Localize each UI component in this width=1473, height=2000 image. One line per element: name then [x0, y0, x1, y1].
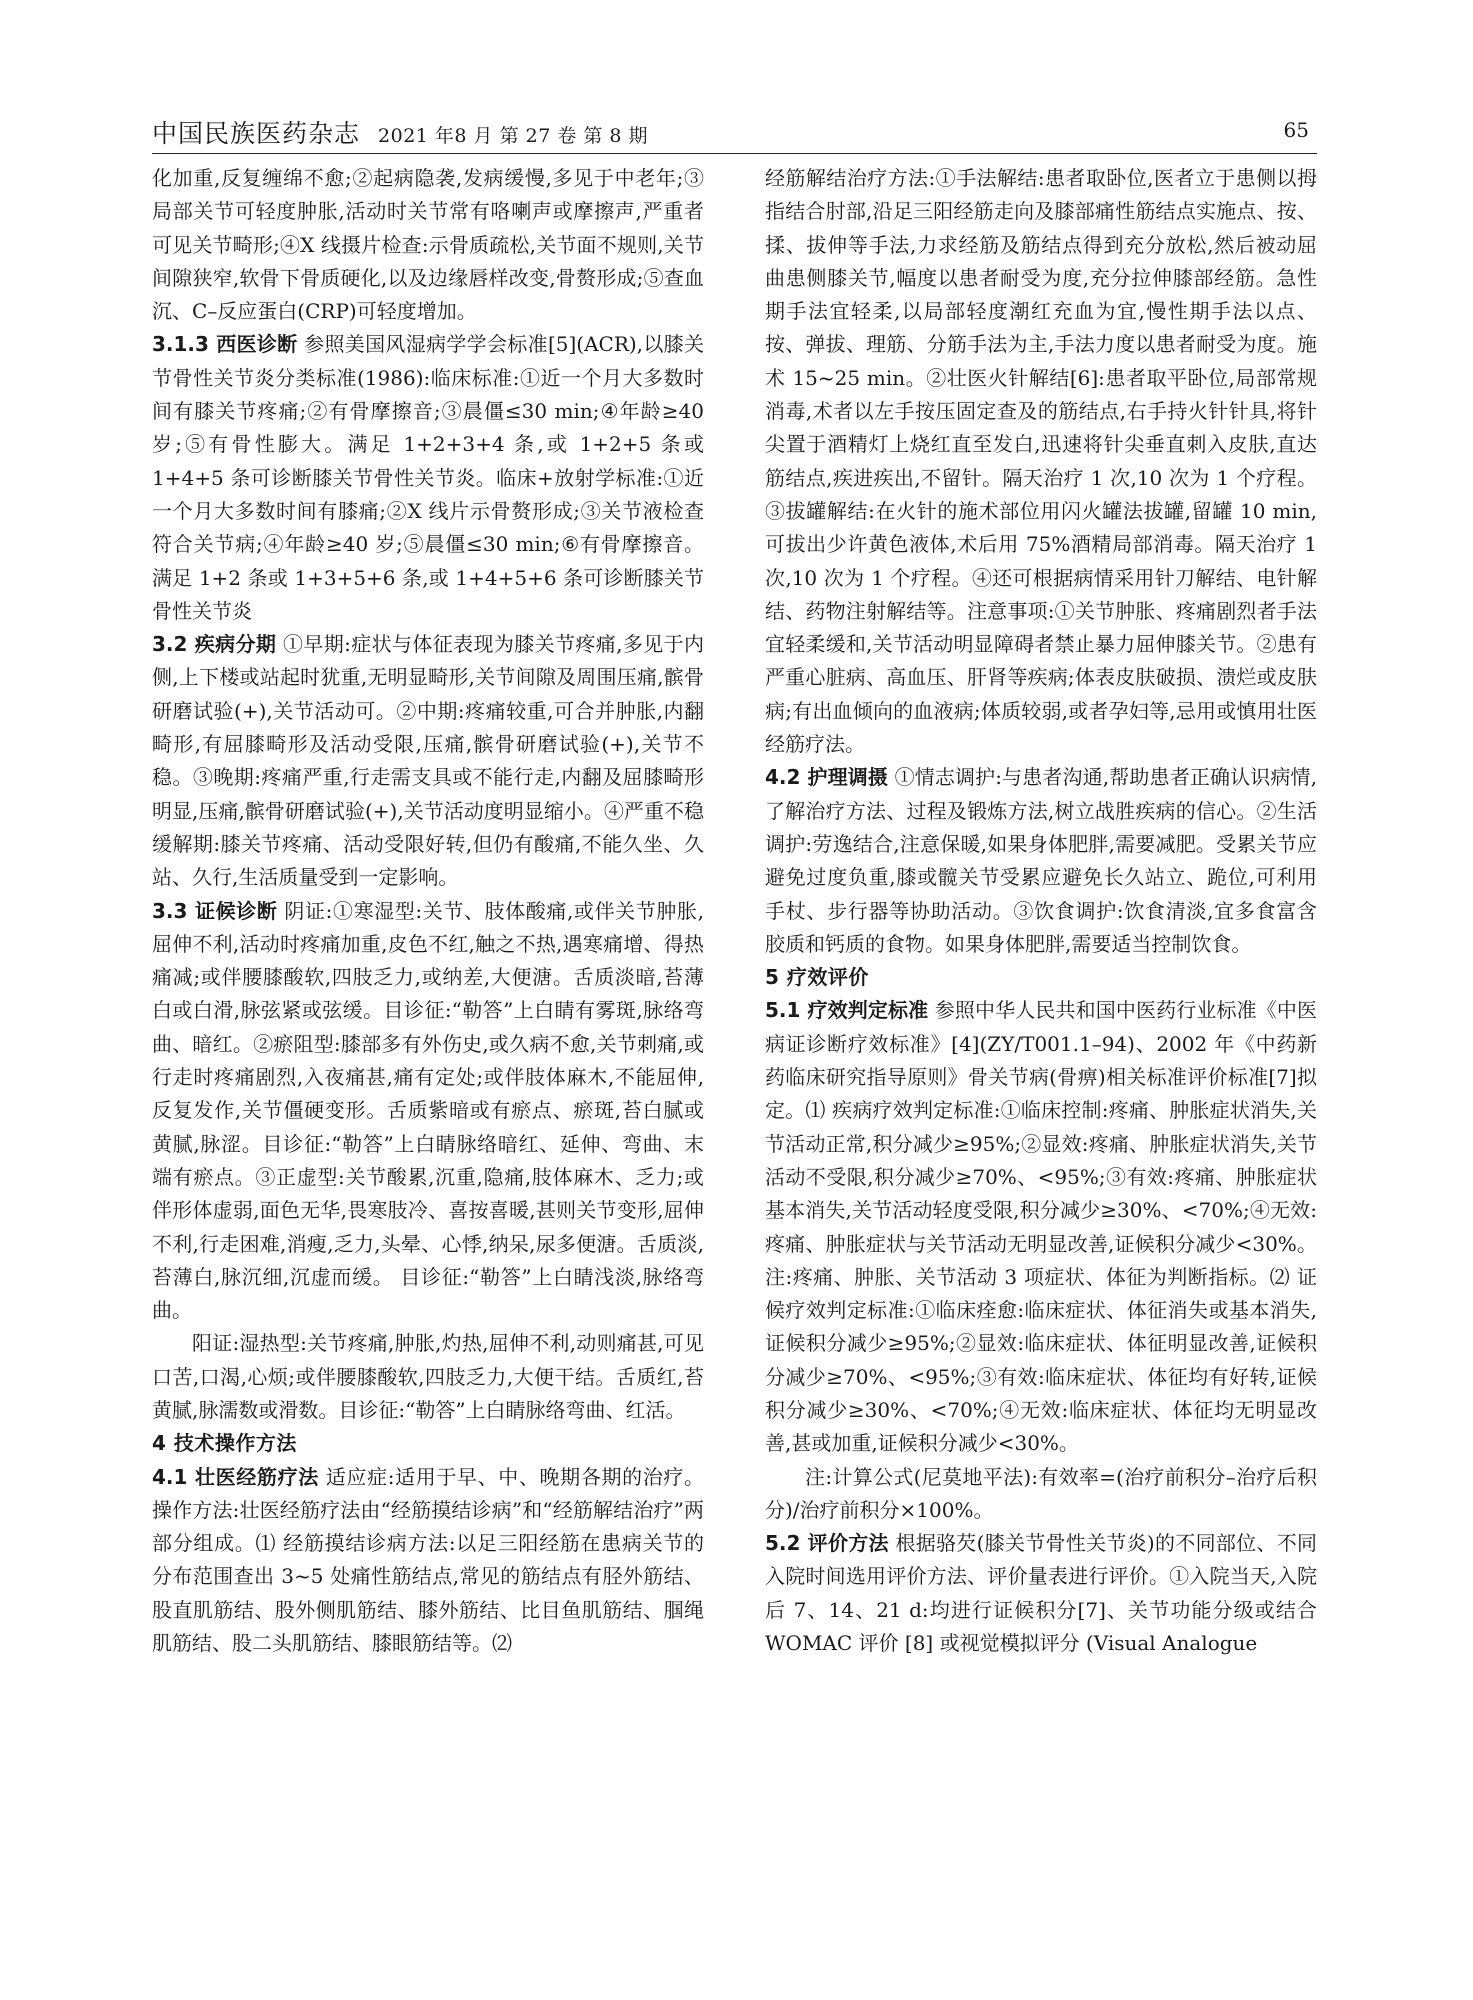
section-3-2 — [152, 628, 704, 894]
section-3-1-3 — [152, 328, 704, 628]
formula-note: 注:计算公式(尼莫地平法):有效率=(治疗前积分–治疗后积分)/治疗前积分×100%。 — [765, 1464, 1317, 1522]
subsection-heading: 5.2 评价方法 — [765, 1531, 889, 1556]
subsection-heading: 3.1.3 西医诊断 — [152, 332, 298, 357]
journal-name: 中国民族医药杂志 — [152, 119, 361, 148]
running-header — [152, 112, 1317, 152]
section-5-2 — [765, 1527, 1317, 1660]
subsection-heading: 4.1 壮医经筋疗法 — [152, 1464, 319, 1489]
header-rule — [152, 153, 1317, 154]
section-heading-4: 4 技术操作方法 — [152, 1431, 297, 1456]
subsection-heading: 3.2 疾病分期 — [152, 632, 277, 657]
section-4-1 — [152, 1461, 704, 1661]
section-heading-5: 5 疗效评价 — [765, 965, 869, 990]
left-column — [152, 162, 704, 1660]
subsection-body: ①情志调护:与患者沟通,帮助患者正确认识病情,了解治疗方法、过程及锻炼方法,树立战胜疾病的信心。②生活调护:劳逸结合,注意保暖,如果身体肥胖,需要减肥。受累关节应避免过度负重,膝或髋关节受累应避免长久站立、跪位,可利用手杖、步行器等协助活动。③饮食调护:饮食清淡,宜多食富含胶质和钙质的食物。如果身体肥胖,需要适当控制饮食。 — [765, 765, 1317, 956]
subsection-body: ①早期:症状与体征表现为膝关节疼痛,多见于内侧,上下楼或站起时犹重,无明显畸形,关节间隙及周围压痛,髌骨研磨试验(+),关节活动可。②中期:疼痛较重,可合并肿胀,内翻畸形,有屈膝畸形及活动受限,压痛,髌骨研磨试验(+),关节不稳。③晚期:疼痛严重,行走需支具或不能行走,内翻及屈膝畸形明显,压痛,髌骨研磨试验(+),关节活动度明显缩小。④严重不稳缓解期:膝关节疼痛、活动受限好转,但仍有酸痛,不能久坐、久站、久行,生活质量受到一定影响。 — [152, 632, 704, 890]
subsection-body: 参照中华人民共和国中医药行业标准《中医病证诊断疗效标准》[4](ZY/T001.1–94)、2002 年《中药新药临床研究指导原则》骨关节病(骨痹)相关标准评价标准[7]拟定。⑴ 疾病疗效判定标准:①临床控制:疼痛、肿胀症状消失,关节活动正常,积分减少≥95%;②显效:疼痛、肿胀症状消失,关节活动不受限,积分减少≥70%、<95%;③有效:疼痛、肿胀症状基本消失,关节活动轻度受限,积分减少≥30%、<70%;④无效:疼痛、肿胀症状与关节活动无明显改善,证候积分减少<30%。注:疼痛、肿胀、关节活动 3 项症状、体征为判断指标。⑵ 证候疗效判定标准:①临床痊愈:临床症状、体征消失或基本消失,证候积分减少≥95%;②显效:临床症状、体征明显改善,证候积分减少≥70%、<95%;③有效:临床症状、体征均有好转,证候积分减少≥30%、<70%;④无效:临床症状、体征均无明显改善,甚或加重,证候积分减少<30%。 — [765, 998, 1317, 1456]
page-number: 65 — [1283, 118, 1309, 142]
paragraph: 经筋解结治疗方法:①手法解结:患者取卧位,医者立于患侧以拇指结合肘部,沿足三阳经筋走向及膝部痛性筋结点实施点、按、揉、拔伸等手法,力求经筋及筋结点得到充分放松,然后被动屈曲患侧膝关节,幅度以患者耐受为度,充分拉伸膝部经筋。急性期手法宜轻柔,以局部轻度潮红充血为宜,慢性期手法以点、按、弹拔、理筋、分筋手法为主,手法力度以患者耐受为度。施术 15~25 min。②壮医火针解结[6]:患者取平卧位,局部常规消毒,术者以左手按压固定查及的筋结点,右手持火针针具,将针尖置于酒精灯上烧红直至发白,迅速将针尖垂直刺入皮肤,直达筋结点,疾进疾出,不留针。隔天治疗 1 次,10 次为 1 个疗程。③拔罐解结:在火针的施术部位用闪火罐法拔罐,留罐 10 min,可拔出少许黄色液体,术后用 75%酒精局部消毒。隔天治疗 1 次,10 次为 1 个疗程。④还可根据病情采用针刀解结、电针解结、药物注射解结等。注意事项:①关节肿胀、疼痛剧烈者手法宜轻柔缓和,关节活动明显障碍者禁止暴力屈伸膝关节。②患有严重心脏病、高血压、肝肾等疾病;体表皮肤破损、溃烂或皮肤病;有出血倾向的血液病;体质较弱,或者孕妇等,忌用或慎用壮医经筋疗法。 — [765, 166, 1317, 757]
subsection-body: 阴证:①寒湿型:关节、肢体酸痛,或伴关节肿胀,屈伸不利,活动时疼痛加重,皮色不红,触之不热,遇寒痛增、得热痛减;或伴腰膝酸软,四肢乏力,或纳差,大便溏。舌质淡暗,苔薄白或白滑,脉弦紧或弦缓。目诊征:“勒答”上白睛有雾斑,脉络弯曲、暗红。②瘀阻型:膝部多有外伤史,或久病不愈,关节刺痛,或行走时疼痛剧烈,入夜痛甚,痛有定处;或伴肢体麻木,不能屈伸,反复发作,关节僵硬变形。舌质紫暗或有瘀点、瘀斑,苔白腻或黄腻,脉涩。目诊征:“勒答”上白睛脉络暗红、延伸、弯曲、末端有瘀点。③正虚型:关节酸累,沉重,隐痛,肢体麻木、乏力;或伴形体虚弱,面色无华,畏寒肢冷、喜按喜暖,甚则关节变形,屈伸不利,行走困难,消瘦,乏力,头晕、心悸,纳呆,尿多便溏。舌质淡,苔薄白,脉沉细,沉虚而缓。 目诊征:“勒答”上白睛浅淡,脉络弯曲。 — [152, 898, 704, 1323]
section-4-2 — [765, 761, 1317, 961]
issue-info: 2021 年8 月 第 27 卷 第 8 期 — [378, 125, 649, 147]
subsection-body: 参照美国风湿病学学会标准[5](ACR),以膝关节骨性关节炎分类标准(1986):临床标准:①近一个月大多数时间有膝关节疼痛;②有骨摩擦音;③晨僵≤30 min;④年龄≥40 岁;⑤有骨性膨大。满足 1+2+3+4 条,或 1+2+5 条或 1+4+5 条可诊断膝关节骨性关节炎。临床+放射学标准:①近一个月大多数时间有膝痛;②X 线片示骨赘形成;③关节液检查符合关节病;④年龄≥40 岁;⑤晨僵≤30 min;⑥有骨摩擦音。满足 1+2 条或 1+3+5+6 条,或 1+4+5+6 条可诊断膝关节骨性关节炎 — [152, 332, 704, 623]
paragraph: 阳证:湿热型:关节疼痛,肿胀,灼热,屈伸不利,动则痛甚,可见口苦,口渴,心烦;或伴腰膝酸软,四肢乏力,大便干结。舌质红,苔黄腻,脉濡数或滑数。目诊征:“勒答”上白睛脉络弯曲、红活。 — [152, 1331, 704, 1422]
subsection-heading: 4.2 护理调摄 — [765, 765, 889, 790]
subsection-body: 根据骆芡(膝关节骨性关节炎)的不同部位、不同入院时间选用评价方法、评价量表进行评价。①入院当天,入院后 7、14、21 d:均进行证候积分[7]、关节功能分级或结合 WOMAC 评价 [8] 或视觉模拟评分 (Visual Analogue — [765, 1531, 1317, 1656]
section-3-3 — [152, 895, 704, 1328]
paragraph: 化加重,反复缠绵不愈;②起病隐袭,发病缓慢,多见于中老年;③局部关节可轻度肿胀,活动时关节常有咯喇声或摩擦声,严重者可见关节畸形;④X 线摄片检查:示骨质疏松,关节面不规则,关节间隙狭窄,软骨下骨质硬化,以及边缘唇样改变,骨赘形成;⑤查血沉、C–反应蛋白(CRP)可轻度增加。 — [152, 166, 704, 324]
journal-title-line — [152, 114, 648, 150]
subsection-heading: 5.1 疗效判定标准 — [765, 998, 929, 1023]
subsection-body: 适应症:适用于早、中、晚期各期的治疗。操作方法:壮医经筋疗法由“经筋摸结诊病”和“经筋解结治疗”两部分组成。⑴ 经筋摸结诊病方法:以足三阳经筋在患病关节的分布范围查出 3~5 处痛性筋结点,常见的筋结点有胫外筋结、股直肌筋结、股外侧肌筋结、膝外筋结、比目鱼肌筋结、腘绳肌筋结、股二头肌筋结、膝眼筋结等。⑵ — [152, 1464, 704, 1656]
section-5-1 — [765, 994, 1317, 1460]
subsection-heading: 3.3 证候诊断 — [152, 898, 278, 923]
right-column — [765, 162, 1317, 1660]
